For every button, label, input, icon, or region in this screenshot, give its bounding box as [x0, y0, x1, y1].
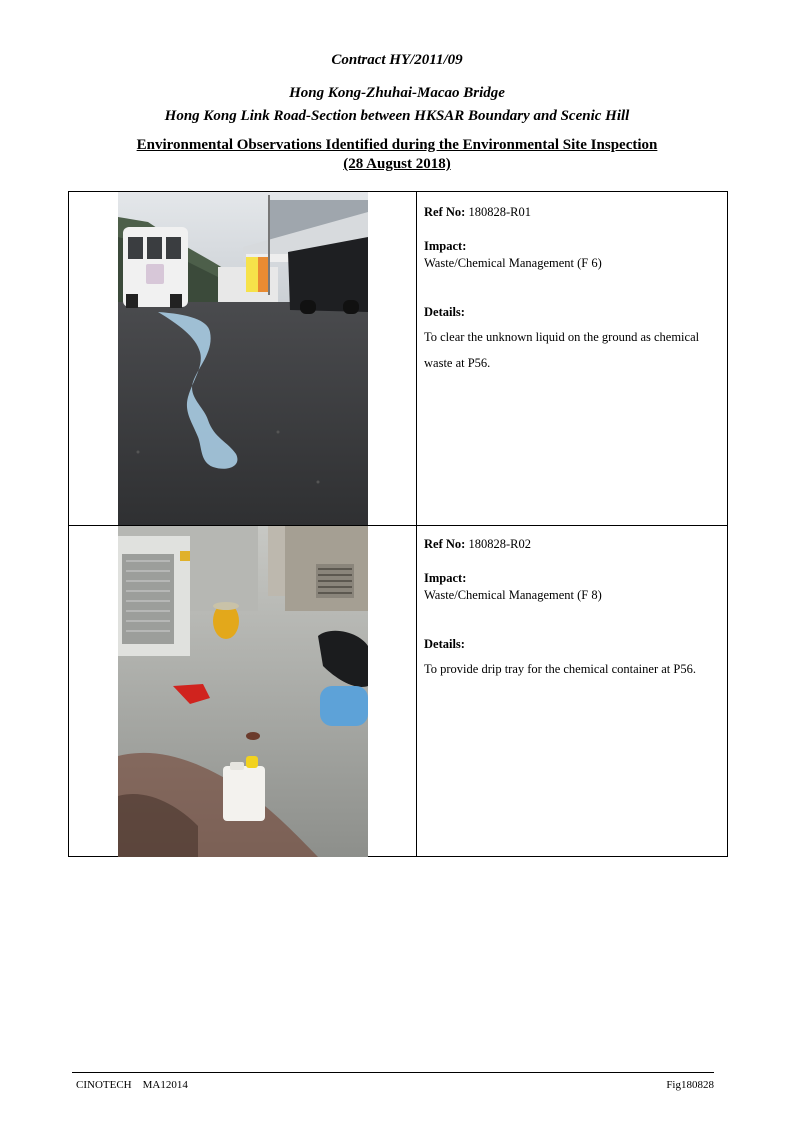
details-value: To clear the unknown liquid on the ground as chemical waste at P56.	[424, 330, 700, 370]
details-label: Details:	[424, 304, 465, 319]
details-label: Details:	[424, 636, 465, 651]
ref-number: 180828-R02	[468, 537, 531, 551]
footer-rule	[72, 1072, 714, 1073]
report-title: Environmental Observations Identified during the Environmental Site Inspection	[136, 137, 658, 153]
column-divider	[416, 192, 417, 856]
ref-label: Ref No:	[424, 205, 466, 219]
figure-number: Fig180828	[666, 1079, 714, 1091]
observations-table	[68, 191, 728, 857]
observation-details-2	[424, 536, 724, 682]
impact-label: Impact:	[424, 239, 467, 254]
ref-number: 180828-R01	[468, 205, 531, 219]
project-name: Hong Kong-Zhuhai-Macao Bridge	[289, 85, 505, 101]
details-value: To provide drip tray for the chemical container at P56.	[424, 662, 696, 676]
contract-number: Contract HY/2011/09	[331, 52, 463, 68]
report-date: (28 August 2018)	[343, 156, 451, 172]
ref-label: Ref No:	[424, 537, 466, 551]
document-code: MA12014	[142, 1079, 188, 1091]
impact-label: Impact:	[424, 571, 467, 586]
impact-value: Waste/Chemical Management (F 8)	[424, 587, 602, 602]
footer-left	[76, 1079, 188, 1091]
project-section: Hong Kong Link Road-Section between HKSAR Boundary and Scenic Hill	[164, 108, 630, 124]
impact-value: Waste/Chemical Management (F 6)	[424, 255, 602, 270]
photo-liquid-spill	[118, 192, 368, 525]
observation-details-1	[424, 204, 724, 376]
company-name: CINOTECH	[76, 1079, 132, 1091]
photo-chemical-container	[118, 526, 368, 857]
